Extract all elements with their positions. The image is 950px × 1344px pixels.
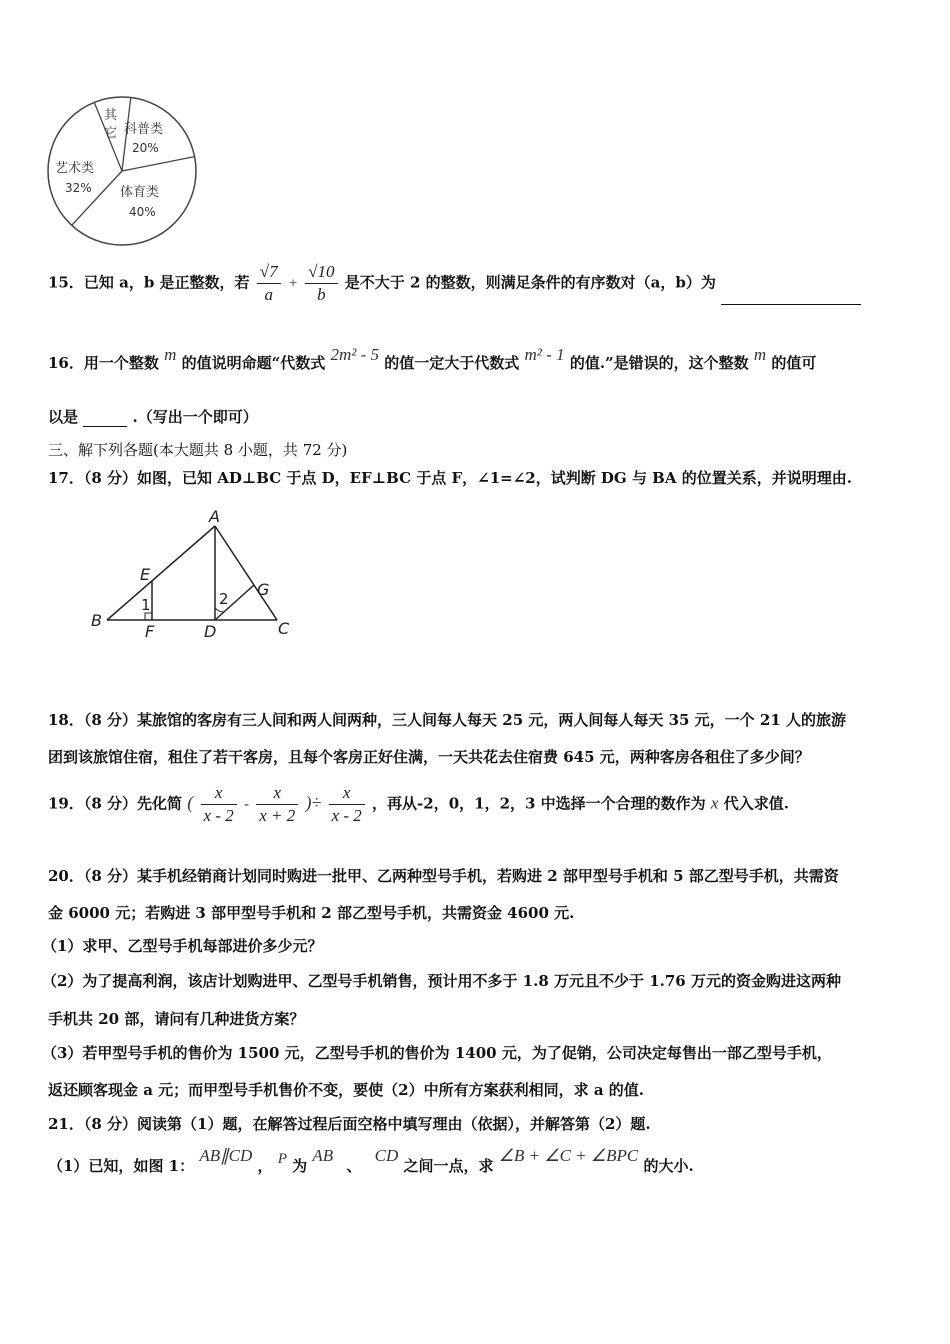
point-label-A: A <box>209 510 220 526</box>
q21-p1-math-3: AB <box>312 1146 334 1165</box>
q16-text-5: 的值可 <box>771 354 817 372</box>
pie-label-ta: 它 <box>104 126 118 141</box>
pie-label-tiyu-pct: 40% <box>129 205 156 219</box>
q19-frac1-num: x <box>214 783 223 802</box>
q15-frac-2 <box>305 262 337 305</box>
q16-expr-2: m² - 1 <box>524 345 565 364</box>
q16-text-1: 16．用一个整数 <box>48 354 159 372</box>
q19-frac3-den: x - 2 <box>329 804 365 826</box>
q16-text-4: 的值.”是错误的，这个整数 <box>569 354 749 372</box>
q19-frac-2 <box>256 783 298 826</box>
q15-frac1-num: √7 <box>259 262 278 281</box>
pie-label-qi: 其 <box>104 108 118 123</box>
segment-AB <box>107 526 215 620</box>
pie-label-yishu-pct: 32% <box>65 181 92 195</box>
q21-p1-text-3: 为 <box>292 1157 308 1175</box>
pie-chart <box>40 95 210 255</box>
angle-label-1: 1 <box>141 596 151 614</box>
question-21-part-1 <box>48 1146 694 1176</box>
pie-label-yishu: 艺术类 <box>55 161 95 176</box>
q15-frac1-den: a <box>257 283 281 305</box>
q21-p1-text-5: 之间一点，求 <box>403 1157 494 1175</box>
q15-frac-1 <box>257 262 281 305</box>
q21-p1-text-4: 、 <box>346 1157 362 1175</box>
question-18-line-1: 18．（8 分）某旅馆的客房有三人间和两人间两种，三人间每人每天 25 元，两人间每人每天 35 元，一个 21 人的旅游 <box>48 711 846 729</box>
q19-frac1-den: x - 2 <box>201 804 237 826</box>
q21-p1-text-1: （1）已知，如图 1： <box>48 1157 195 1175</box>
question-15 <box>48 262 861 305</box>
pie-slice-boundary-体育类 <box>122 157 195 171</box>
q19-open-paren: ( <box>187 792 194 813</box>
q21-p1-text-6: 的大小. <box>643 1157 694 1175</box>
q16-var-m1: m <box>164 345 177 364</box>
q16-text-2: 的值说明命题“代数式 <box>181 354 326 372</box>
q17-triangle-figure <box>85 510 305 645</box>
question-16-line-1 <box>48 345 817 373</box>
q16-text-3: 的值一定大于代数式 <box>384 354 520 372</box>
q19-text-2: ，再从-2，0，1，2，3 中选择一个合理的数作为 <box>372 794 706 813</box>
question-18-line-2: 团到该旅馆住宿，租住了若干客房，且每个客房正好住满，一天共花去住宿费 645 元，两种客房各租住了多少间？ <box>48 748 810 766</box>
q19-frac2-den: x + 2 <box>256 804 298 826</box>
q19-frac-3 <box>329 783 365 826</box>
q16-answer-blank[interactable] <box>83 408 127 427</box>
q15-text-a: 15．已知 a，b 是正整数，若 <box>48 273 250 292</box>
q16-expr-1: 2m² - 5 <box>330 345 380 364</box>
pie-label-tiyu: 体育类 <box>120 185 160 200</box>
q15-frac2-num: √10 <box>308 262 335 281</box>
point-label-D: D <box>204 622 217 641</box>
q15-answer-blank[interactable] <box>721 286 861 305</box>
question-20-line-2: 金 6000 元；若购进 3 部甲型号手机和 2 部乙型号手机，共需资金 4600 元. <box>48 904 575 922</box>
question-20-part-3-line-2: 返还顾客现金 a 元；而甲型号手机售价不变，要使（2）中所有方案获利相同，求 a 的值. <box>48 1081 644 1099</box>
pie-label-kepu: 科普类 <box>124 122 164 137</box>
q16-var-m2: m <box>753 345 767 364</box>
q21-p1-text-2: ， <box>257 1157 273 1175</box>
q19-var-x: x <box>710 793 719 813</box>
q19-divide: )÷ <box>305 792 322 813</box>
pie-label-kepu-pct: 20% <box>132 141 159 155</box>
q19-frac-1 <box>201 783 237 826</box>
q19-text-1: 19．（8 分）先化简 <box>48 794 183 813</box>
pie-slice-boundary-艺术类 <box>72 171 122 225</box>
q15-plus: + <box>287 275 298 292</box>
q19-text-3: 代入求值. <box>723 794 789 813</box>
q19-frac2-num: x <box>273 783 281 802</box>
question-17-text: 17．（8 分）如图，已知 AD⊥BC 于点 D，EF⊥BC 于点 F，∠1=∠2，试判断 DG 与 BA 的位置关系，并说明理由. <box>48 469 852 487</box>
q19-minus: - <box>243 796 249 813</box>
q21-p1-math-5: ∠B + ∠C + ∠BPC <box>498 1146 639 1165</box>
question-21-line-1: 21．（8 分）阅读第（1）题，在解答过程后面空格中填写理由（依据），并解答第（2）题. <box>48 1115 651 1133</box>
point-label-E: E <box>140 565 151 584</box>
point-label-C: C <box>278 619 290 638</box>
q16-line2-a: 以是 <box>48 408 79 426</box>
question-20-line-1: 20．（8 分）某手机经销商计划同时购进一批甲、乙两种型号手机，若购进 2 部甲型号手机和 5 部乙型号手机，共需资 <box>48 867 839 885</box>
point-label-G: G <box>257 580 270 599</box>
question-20-part-1: （1）求甲、乙型号手机每部进价多少元？ <box>42 937 323 955</box>
right-angle-mark-F <box>145 613 152 620</box>
q21-p1-math-2: P <box>277 1151 287 1167</box>
question-20-part-3-line-1: （3）若甲型号手机的售价为 1500 元，乙型号手机的售价为 1400 元，为了促销，公司决定每售出一部乙型号手机， <box>42 1044 832 1062</box>
point-label-B: B <box>91 611 102 630</box>
q21-p1-math-1: AB∥CD <box>199 1146 253 1165</box>
q21-p1-math-4: CD <box>374 1146 399 1165</box>
question-16-line-2 <box>48 406 258 427</box>
question-20-part-2-line-1: （2）为了提高利润，该店计划购进甲、乙型号手机销售，预计用不多于 1.8 万元且不少于 1.76 万元的资金购进这两种 <box>42 972 841 990</box>
q15-text-b: 是不大于 2 的整数，则满足条件的有序数对（a，b）为 <box>344 273 716 292</box>
angle-label-2: 2 <box>219 590 229 608</box>
q16-line2-b: .（写出一个即可） <box>132 408 258 426</box>
q19-frac3-num: x <box>342 783 351 802</box>
point-label-F: F <box>145 622 155 641</box>
question-19 <box>48 783 789 826</box>
section-3-heading: 三、解下列各题(本大题共 8 小题，共 72 分) <box>48 441 348 459</box>
angle-2-arc <box>215 608 224 612</box>
q15-frac2-den: b <box>305 283 337 305</box>
question-20-part-2-line-2: 手机共 20 部，请问有几种进货方案？ <box>48 1010 305 1028</box>
